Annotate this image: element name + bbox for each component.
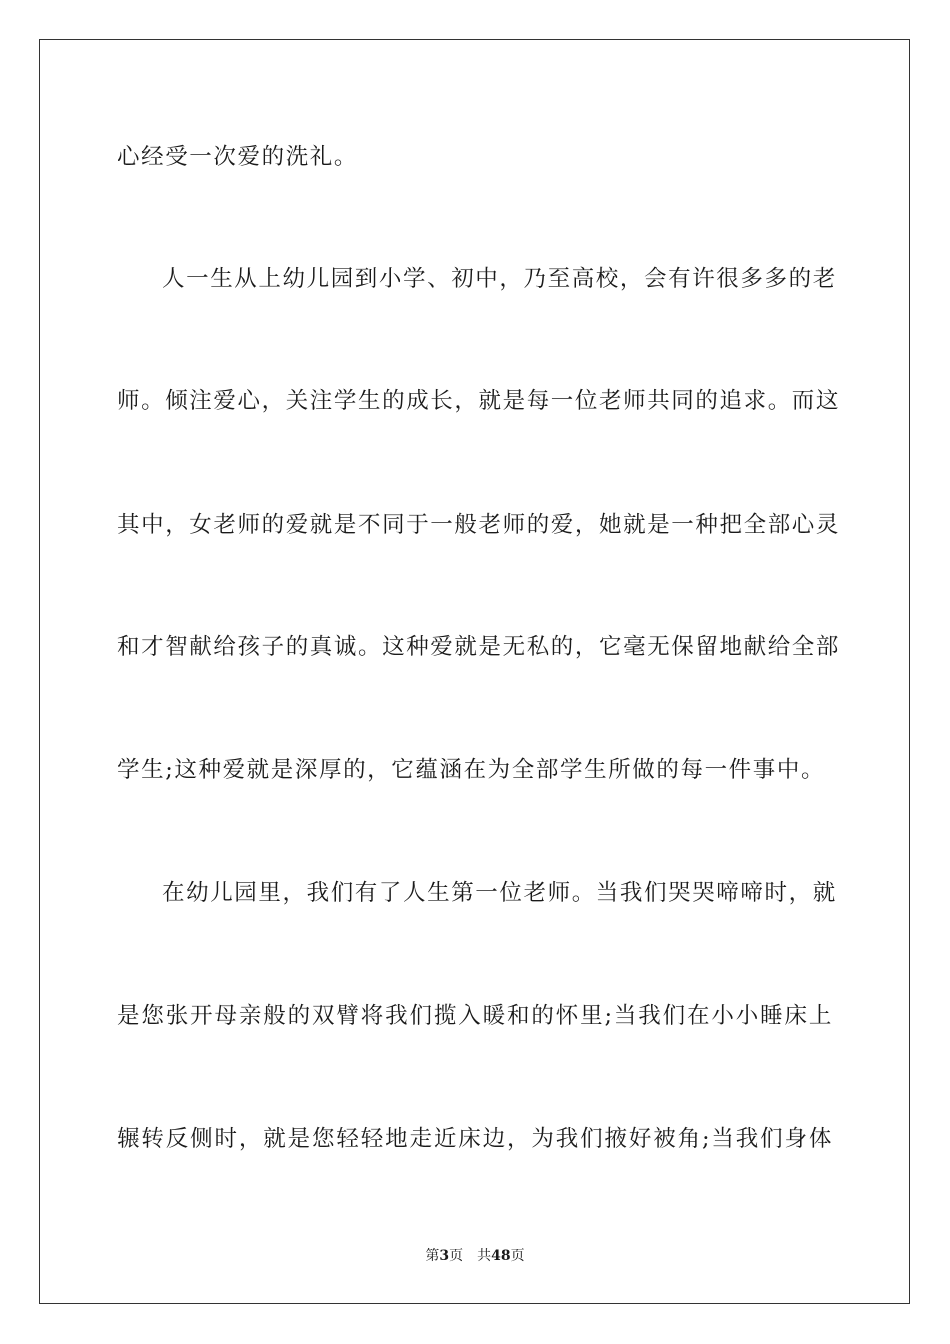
footer-page-suffix: 页 [449,1248,464,1264]
footer-page-number: 3 [439,1248,450,1264]
footer-total-pages: 48 [491,1248,511,1264]
text-line-8: 是您张开母亲般的双臂将我们揽入暖和的怀里;当我们在小小睡床上 [117,1003,833,1029]
page-footer [0,1246,950,1266]
text-line-4: 其中，女老师的爱就是不同于一般老师的爱，她就是一种把全部心灵 [117,512,841,538]
text-line-6: 学生;这种爱就是深厚的，它蕴涵在为全部学生所做的每一件事中。 [117,757,826,783]
footer-total-prefix: 共 [477,1248,492,1264]
footer-total-suffix: 页 [510,1248,525,1264]
text-line-3: 师。倾注爱心，关注学生的成长，就是每一位老师共同的追求。而这 [117,388,841,414]
page-border [39,39,910,1304]
text-line-1: 心经受一次爱的洗礼。 [117,144,359,170]
text-line-2: 人一生从上幼儿园到小学、初中，乃至高校，会有许很多多的老 [162,266,837,292]
text-line-7: 在幼儿园里，我们有了人生第一位老师。当我们哭哭啼啼时，就 [162,880,837,906]
text-line-9: 辗转反侧时，就是您轻轻地走近床边，为我们掖好被角;当我们身体 [117,1126,833,1152]
text-line-5: 和才智献给孩子的真诚。这种爱就是无私的，它毫无保留地献给全部 [117,634,841,660]
footer-page-prefix: 第 [425,1248,440,1264]
